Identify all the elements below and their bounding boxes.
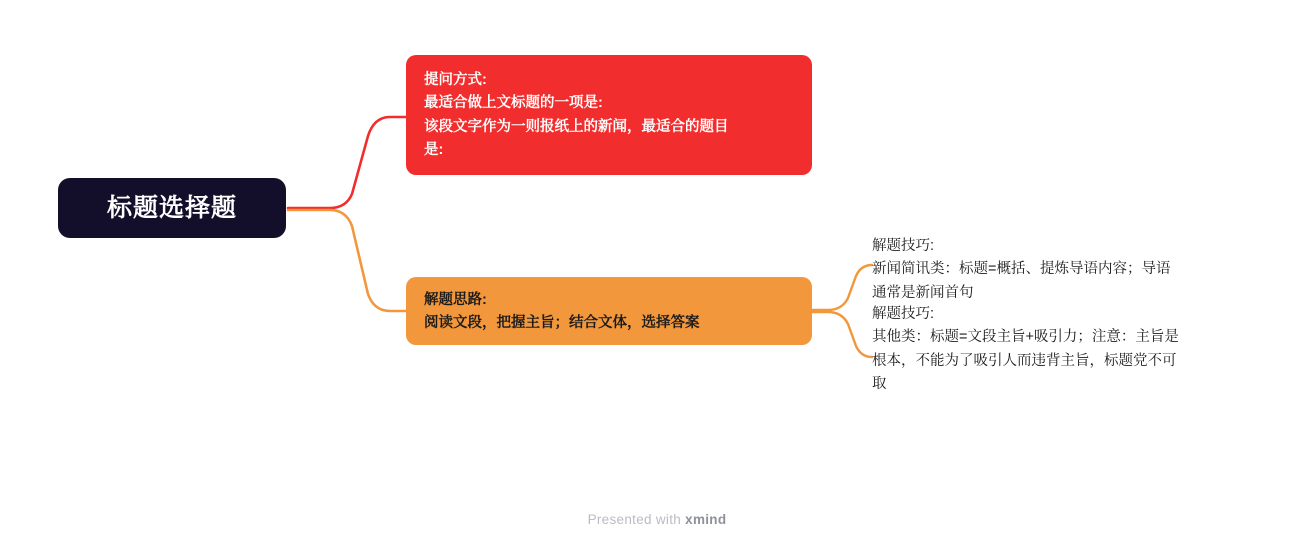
topic-approach-line-2: 阅读文段，把握主旨；结合文体，选择答案	[424, 315, 700, 332]
leaf-news-brief[interactable]	[872, 235, 1242, 305]
footer-watermark	[0, 512, 1314, 527]
leaf-other-types-line-1: 解题技巧:	[872, 306, 935, 322]
leaf-news-brief-line-1: 解题技巧:	[872, 238, 935, 254]
connector-root-to-question-type	[288, 117, 406, 208]
topic-question-type-line-1: 提问方式:	[424, 72, 487, 88]
leaf-other-types-line-3: 根本，不能为了吸引人而违背主旨，标题党不可	[872, 352, 1177, 369]
leaf-other-types-line-4: 取	[872, 376, 887, 393]
topic-question-type-line-2: 最适合做上文标题的一项是:	[424, 95, 603, 112]
leaf-other-types[interactable]	[872, 303, 1242, 397]
connector-approach-to-news-brief	[812, 265, 872, 310]
topic-question-type-line-4: 是:	[424, 142, 444, 159]
root-topic[interactable]	[58, 178, 286, 238]
topic-approach-line-1: 解题思路:	[424, 292, 487, 308]
leaf-other-types-line-2: 其他类：标题=文段主旨+吸引力；注意：主旨是	[872, 329, 1179, 346]
footer-prefix: Presented with	[587, 512, 686, 527]
topic-question-type-line-3: 该段文字作为一则报纸上的新闻，最适合的题目	[424, 118, 729, 135]
xmind-brand: xmind	[685, 512, 727, 527]
leaf-news-brief-line-3: 通常是新闻首句	[872, 284, 974, 301]
connector-approach-to-other-types	[812, 312, 872, 357]
root-topic-label: 标题选择题	[106, 194, 237, 222]
connector-root-to-approach	[288, 210, 406, 311]
topic-question-type[interactable]	[406, 55, 812, 175]
leaf-news-brief-line-2: 新闻简讯类：标题=概括、提炼导语内容；导语	[872, 261, 1171, 278]
topic-approach[interactable]	[406, 277, 812, 345]
